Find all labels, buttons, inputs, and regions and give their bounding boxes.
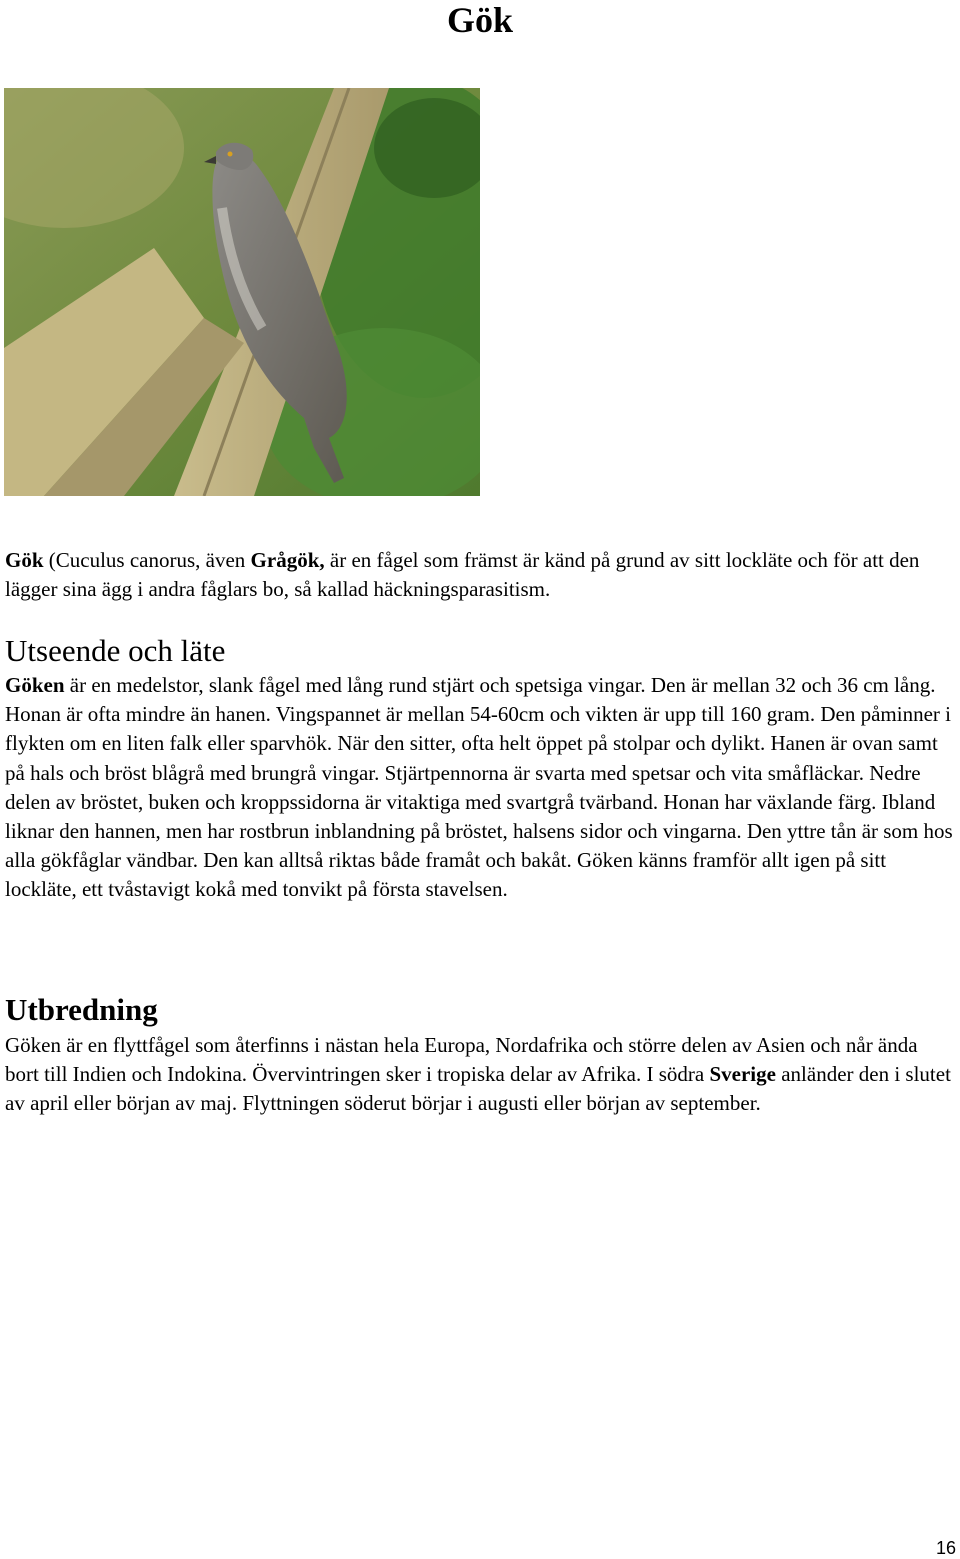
intro-text-1: (Cuculus canorus, även <box>43 548 251 572</box>
term-sverige: Sverige <box>709 1062 776 1087</box>
intro-paragraph <box>5 546 955 604</box>
distribution-paragraph <box>5 1031 955 1119</box>
distribution-text-1: Göken är en flyttfågel som återfinns i nästan hela Europa, Nordafrika och större delen av Asien och når ända bort till Indien och Indokina. Övervintringen sker i tropiska delar av Afrika. I södra <box>5 1033 918 1087</box>
distribution-text-2: anländer den i slutet av april eller början av maj. Flyttningen söderut börjar i augusti eller början av september. <box>5 1062 951 1116</box>
heading-distribution: Utbredning <box>5 992 158 1027</box>
cuckoo-photo <box>4 88 480 496</box>
page-title: Gök <box>446 0 514 40</box>
intro-text-2: är en fågel som främst är känd på grund av sitt lockläte och för att den lägger sina ägg i andra fåglars bo, så kallad häckningsparasitism. <box>5 548 920 602</box>
term-goken: Göken <box>5 673 65 697</box>
term-gragok: Grågök, <box>250 548 325 572</box>
appearance-text: är en medelstor, slank fågel med lång rund stjärt och spetsiga vingar. Den är mellan 32 och 36 cm lång. Honan är ofta mindre än hanen. Vingspannet är mellan 54-60cm och vikten är upp till 160 gram. Den påminner i flykten om en liten falk eller sparvhök. När den sitter, ofta helt öppet på stolpar och dylikt. Hanen är ovan samt på hals och bröst blågrå med brungrå vingar. Stjärtpennorna är svarta med spetsar och vita småfläckar. Nedre delen av bröstet, buken och kroppssidorna är vitaktiga med svartgrå tvärband. Honan har växlande färg. Ibland liknar den hannen, men har rostbrun inblandning på bröstet, halsens sidor och vingarna. Den yttre tån är som hos alla gökfåglar vändbar. Den kan alltså riktas både framåt och bakåt. Göken känns framför allt igen på sitt lockläte, ett tvåstavigt kokå med tonvikt på första stavelsen. <box>5 673 953 902</box>
term-gok: Gök <box>5 548 44 572</box>
appearance-paragraph <box>5 671 955 905</box>
heading-appearance: Utseende och läte <box>5 633 226 668</box>
page-number: 16 <box>935 1538 956 1558</box>
